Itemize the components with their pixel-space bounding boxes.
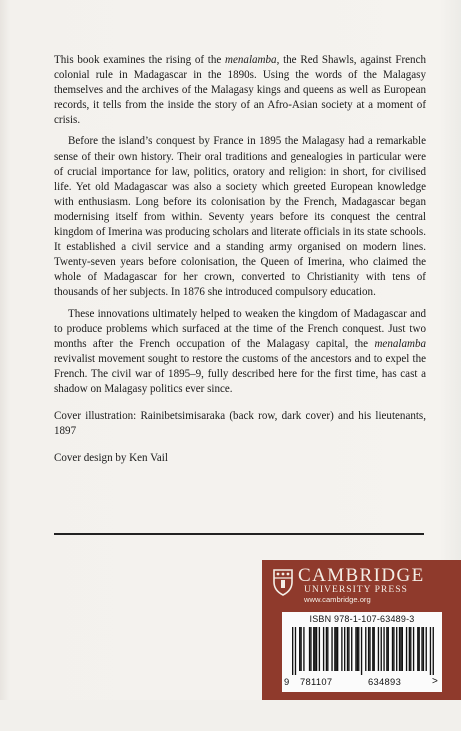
blurb-paragraph-2: Before the island’s conquest by France in 1895 the Malagasy had a remarkable sense of their own history. Their oral traditions and genealogies in particular were of crucial importance for law, politics, oratory and religion: in short, for civilised life. Yet old Madagascar was also a society which greeted European knowledge with enthusiasm. Long before its colonisation by the French, Madagascar began modernising itself from within. Seventy years before its conquest the central kingdom of Imerina was producing scholars and literate officials in its state schools. It established a civil service and a standing army organised on modern lines. Twenty-seven years before colonisation, the Queen of Imerina, who claimed the whole of Madagascar for her crown, converted to Christianity with tens of thousands of her subjects. In 1876 she introduced compulsory education. — [54, 135, 426, 299]
cambridge-crest-icon — [272, 568, 294, 596]
publisher-subtitle: UNIVERSITY PRESS — [304, 584, 408, 595]
blurb-paragraph-3 — [54, 307, 426, 398]
barcode-digits — [282, 676, 442, 731]
blurb-p3-emphasis: menalamba — [374, 337, 426, 350]
blurb-p1-end: , the Red Shawls, against French colonial rule in Madagascar in the 1890s. Using the words of the Malagasy themselves and the archives of the Malagasy kings and queens as well as European records, it tells from the inside the story of an Afro-Asian society at a moment of crisis. — [54, 54, 426, 127]
barcode-digit-group-1: 781107 — [300, 676, 333, 687]
cover-design-credit: Cover design by Ken Vail — [54, 452, 168, 465]
barcode-bars — [292, 627, 434, 675]
publisher-logo — [272, 566, 452, 606]
blurb-text — [54, 53, 426, 466]
barcode-end-mark: > — [432, 676, 438, 687]
barcode-digit-group-2: 634893 — [368, 676, 402, 687]
barcode-panel — [282, 612, 442, 692]
blurb-p3-start: These innovations ultimately helped to weaken the kingdom of Madagascar and to produce problems which surfaced at the time of the French conquest. Just two months after the French occupation of the Malagasy capital, the — [54, 307, 426, 350]
isbn-label: ISBN 978-1-107-63489-3 — [309, 614, 415, 624]
barcode-digit-first: 9 — [284, 676, 290, 687]
blurb-paragraph-1 — [54, 53, 426, 128]
cover-illustration-credit: Cover illustration: Rainibetsimisaraka (back row, dark cover) and his lieutenants, 1897 — [54, 410, 426, 438]
publisher-name: CAMBRIDGE — [298, 565, 425, 586]
blurb-p1-start: This book examines the rising of the — [54, 54, 226, 66]
blurb-p3-end: revivalist movement sought to restore the customs of the ancestors and to expel the French. The civil war of 1895–9, fully described here for the first time, has cast a shadow on Malagasy politics ever since. — [54, 352, 426, 395]
publisher-url: www.cambridge.org — [304, 595, 371, 604]
divider-rule — [54, 533, 424, 535]
blurb-p1-emphasis: menalamba — [225, 54, 277, 66]
